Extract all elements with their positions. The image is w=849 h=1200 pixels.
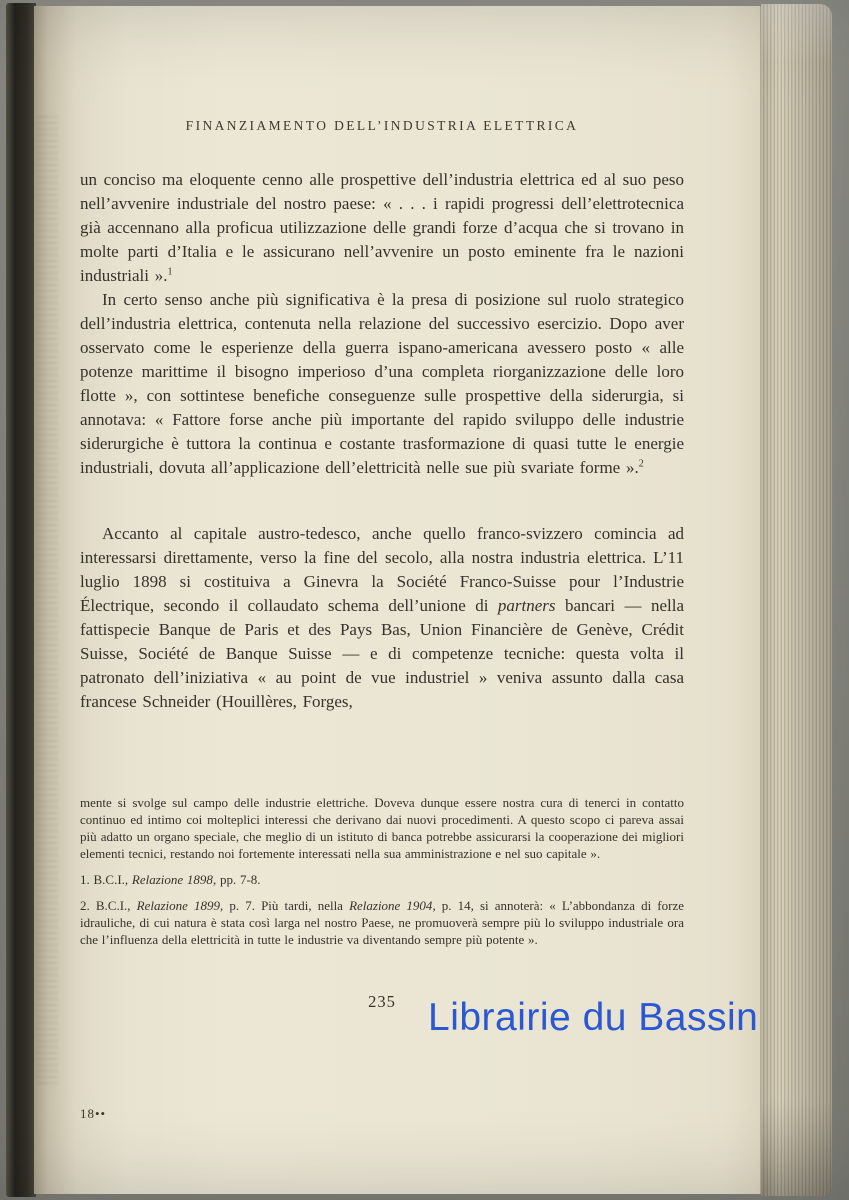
paragraph-3-text-a: Accanto al capitale austro-tedesco, anche quello franco-svizzero comincia ad interessarsi direttamente, verso la fine del secolo, alla nostra industria elettrica. L’11 luglio 1898 si costituiva a Ginevra la Société Franco-Suisse pour l’Industrie Électrique, secondo il collaudato schema dell’unione di xyxy=(80,524,684,615)
footnote-ref-2: 2 xyxy=(638,458,644,470)
bookseller-watermark: Librairie du Bassin xyxy=(428,996,759,1039)
paragraph-3-text-b: bancari — nella fattispecie Banque de Paris et des Pays Bas, Union Financière de Genève, Crédit Suisse, Société de Banque Suisse — e di competenze tecniche: questa volta il patronato dell’iniziativa « au point de vue industriel » veniva assunto dalla casa francese Schneider (Houillères, Forges, xyxy=(80,596,684,711)
book-spine xyxy=(6,3,36,1197)
footnote-ref-1: 1 xyxy=(167,266,173,278)
footnote-2-text-a: 2. B.C.I., xyxy=(80,898,137,913)
paragraph-1 xyxy=(80,168,684,288)
italic-segment: partners xyxy=(497,596,556,615)
paragraph-2 xyxy=(80,288,684,480)
work-title-italic: Relazione 1904 xyxy=(349,898,433,913)
footnote-2-text-b: , p. 7. Più tardi, nella xyxy=(220,898,350,913)
footnote-1-text-b: , pp. 7-8. xyxy=(212,872,261,887)
page-showthrough-texture xyxy=(36,116,58,1086)
paragraph-1-text: un conciso ma eloquente cenno alle prospettive dell’industria elettrica ed al suo peso nell’avvenire industriale del nostro paese: « . . . i rapidi progressi dell’elettrotecnica già accennano alla proficua utilizzazione delle grandi forze d’acqua che si trovano in molte parti d’Italia e le assicurano nell’avvenire un posto eminente fra le nazioni industriali ». xyxy=(80,170,684,285)
footnote-1-text-a: 1. B.C.I., xyxy=(80,872,132,887)
footnote-2-text-c: , p. 14, si annoterà: « L’abbondanza di forze idrauliche, di cui natura è stata così larga nel nostro Paese, ne promuoverà sempre più lo sviluppo industriale ora che l’influenza della elettricità in tutte le industrie va diventando sempre più potente ». xyxy=(80,898,685,947)
footnote-1 xyxy=(80,871,684,888)
footnotes-section xyxy=(80,794,684,948)
signature-mark: 18•• xyxy=(80,1106,107,1121)
paragraph-2-text: In certo senso anche più significativa è la presa di posizione sul ruolo strategico dell’industria elettrica, contenuta nella relazione del successivo esercizio. Dopo aver osservato come le esperienze della guerra ispano-americana avessero posto « alle potenze marittime il bisogno imperioso d’una completa riorganizzazione delle loro flotte », con sottintese benefiche conseguenze sulle prospettive della siderurgia, si annotava: « Fattore forse anche più importante del rapido sviluppo delle industrie siderurgiche è tuttora la continua e costante trasformazione di quasi tutte le energie industriali, dovuta all’applicazione dell’elettricità nelle sue più svariate forme ». xyxy=(80,290,684,477)
page-text-block xyxy=(80,118,684,714)
running-head: FINANZIAMENTO DELL’INDUSTRIA ELETTRICA xyxy=(185,118,579,133)
work-title-italic: Relazione 1899 xyxy=(136,898,221,913)
body-text xyxy=(80,168,684,714)
work-title-italic: Relazione 1898 xyxy=(131,872,213,887)
page-edges xyxy=(761,4,832,1196)
page-number: 235 xyxy=(368,992,396,1011)
footnote-2 xyxy=(80,897,684,948)
footnote-continuation: mente si svolge sul campo delle industrie elettriche. Doveva dunque essere nostra cura di tenerci in contatto continuo ed intimo coi molteplici interessi che derivano dai nuovi procedimenti. A questo scopo ci pareva assai più adatto un organo speciale, che meglio di un istituto di banca potrebbe assicurarsi la cooperazione dei migliori elementi tecnici, restando noi fortemente interessati nella sua amministrazione e nel suo capitale ». xyxy=(80,795,684,861)
paragraph-3 xyxy=(80,522,684,714)
